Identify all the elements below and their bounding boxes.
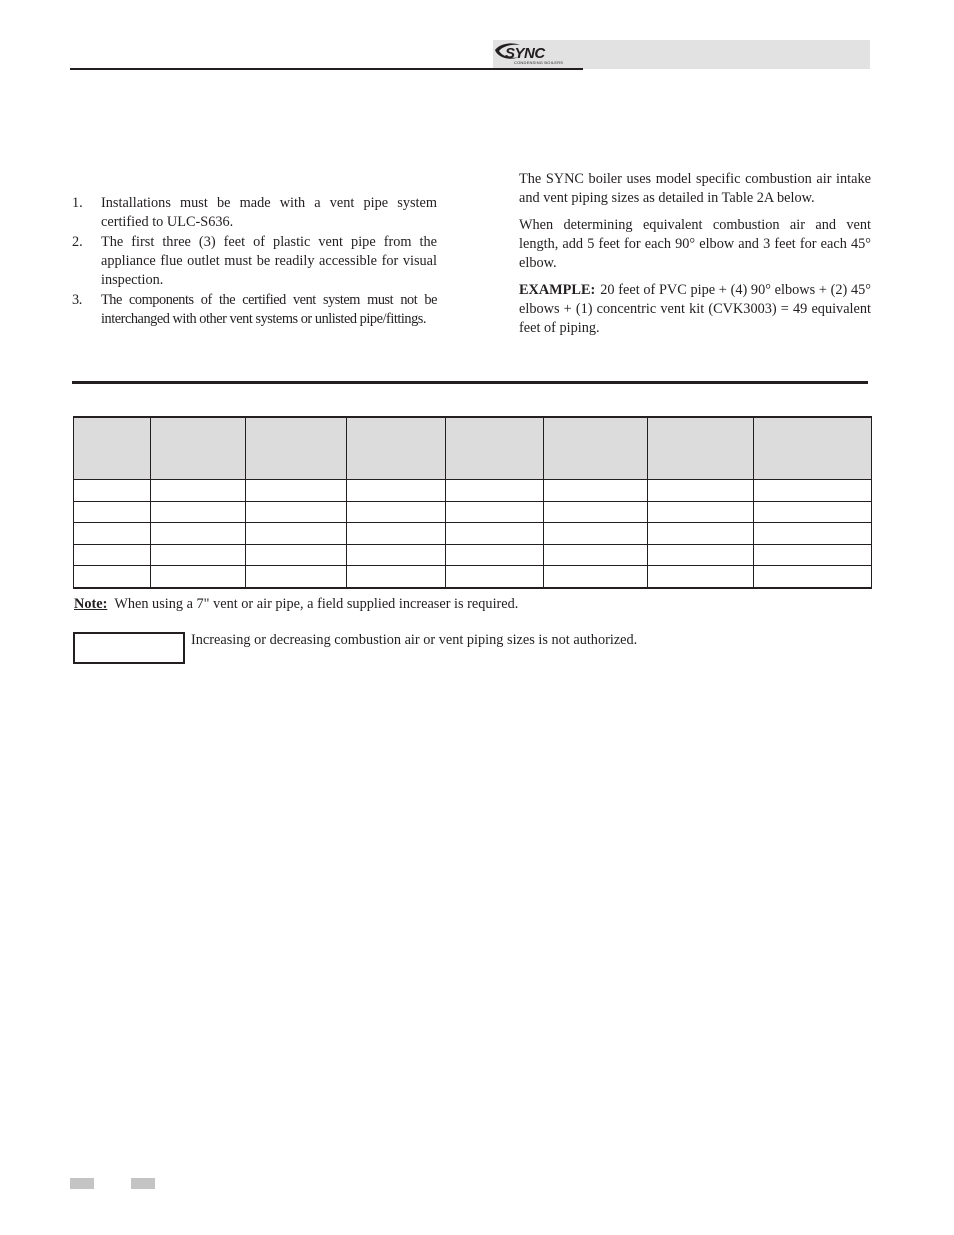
table-cell — [74, 480, 151, 502]
table-cell — [544, 501, 648, 523]
table-row — [74, 566, 872, 588]
requirement-number: 1. — [72, 195, 83, 211]
table-row — [74, 544, 872, 566]
table-note — [74, 595, 518, 614]
table-cell — [151, 523, 246, 545]
logo-subtitle: CONDENSING BOILERS — [514, 60, 564, 65]
table-cell — [544, 566, 648, 588]
table-cell — [151, 566, 246, 588]
table-header-cell — [544, 417, 648, 480]
sizing-intro: The SYNC boiler uses model specific combustion air intake and vent piping sizes as detailed in Table 2A below. — [519, 171, 871, 206]
table-cell — [74, 544, 151, 566]
equivalent-length-text: When determining equivalent combustion air and vent length, add 5 feet for each 90° elbow and 3 feet for each 45° elbow. — [519, 217, 871, 271]
table-cell — [347, 566, 446, 588]
example-text: 20 feet of PVC pipe + (4) 90° elbows + (2) 45° elbows + (1) concentric vent kit (CVK3003) = 49 equivalent feet of piping. — [519, 282, 871, 336]
table-cell — [347, 544, 446, 566]
table-cell — [544, 544, 648, 566]
table-cell — [648, 544, 754, 566]
table-cell — [648, 566, 754, 588]
table-row — [74, 501, 872, 523]
note-text: When using a 7" vent or air pipe, a field supplied increaser is required. — [114, 596, 519, 612]
table-cell — [648, 480, 754, 502]
requirement-item — [70, 194, 437, 232]
table-cell — [648, 523, 754, 545]
table-cell — [446, 501, 544, 523]
requirement-number: 3. — [72, 292, 82, 308]
table-cell — [754, 566, 872, 588]
table-cell — [347, 480, 446, 502]
table-cell — [544, 480, 648, 502]
table-cell — [246, 523, 347, 545]
sizing-text-column — [519, 170, 871, 346]
requirement-item — [70, 233, 437, 290]
table-cell — [446, 480, 544, 502]
table-cell — [74, 501, 151, 523]
table-header-cell — [246, 417, 347, 480]
table-cell — [246, 480, 347, 502]
sync-logo — [492, 41, 562, 67]
table-cell — [246, 544, 347, 566]
table-header-cell — [151, 417, 246, 480]
requirement-text: The first three (3) feet of plastic vent pipe from the appliance flue outlet must be readily accessible for visual inspection. — [101, 234, 437, 288]
requirement-number: 2. — [72, 234, 83, 250]
table-row — [74, 480, 872, 502]
table-header-cell — [446, 417, 544, 480]
svg-text:SYNC: SYNC — [505, 45, 545, 62]
notice-text: Increasing or decreasing combustion air or vent piping sizes is not authorized. — [191, 632, 638, 648]
table-header-row — [74, 417, 872, 480]
example-paragraph — [519, 281, 871, 338]
table-header-cell — [347, 417, 446, 480]
note-label: Note: — [74, 596, 108, 612]
requirement-text: Installations must be made with a vent pipe system certified to ULC-S636. — [101, 195, 437, 230]
table-cell — [74, 523, 151, 545]
table-header-cell — [648, 417, 754, 480]
section-rule — [72, 381, 868, 384]
table-cell — [446, 566, 544, 588]
table-cell — [446, 544, 544, 566]
table-cell — [246, 501, 347, 523]
vent-requirements-list — [70, 194, 437, 330]
footer-tab-right — [131, 1178, 155, 1189]
table-row — [74, 523, 872, 545]
table-cell — [754, 523, 872, 545]
notice-label-box — [73, 632, 185, 664]
table-cell — [347, 523, 446, 545]
table-cell — [347, 501, 446, 523]
example-label: EXAMPLE: — [519, 282, 596, 298]
table-header-cell — [754, 417, 872, 480]
footer-tab-left — [70, 1178, 94, 1189]
table-cell — [151, 480, 246, 502]
table-header-cell — [74, 417, 151, 480]
table-cell — [544, 523, 648, 545]
table-cell — [754, 501, 872, 523]
table-cell — [151, 544, 246, 566]
header-rule — [70, 68, 583, 70]
table-cell — [754, 480, 872, 502]
requirement-text: The components of the certified vent system must not be interchanged with other vent systems or unlisted pipe/fittings. — [101, 292, 437, 327]
table-cell — [74, 566, 151, 588]
table-cell — [648, 501, 754, 523]
vent-size-table — [73, 416, 872, 589]
table-cell — [151, 501, 246, 523]
requirement-item — [70, 291, 437, 329]
table-cell — [446, 523, 544, 545]
table-cell — [754, 544, 872, 566]
table-cell — [246, 566, 347, 588]
